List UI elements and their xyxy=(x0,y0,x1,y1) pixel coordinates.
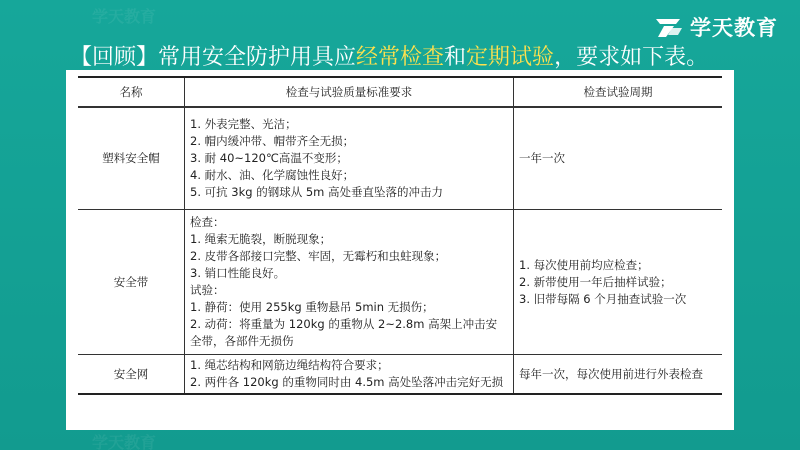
requirement-line: 全带，各部件无损伤 xyxy=(190,334,294,348)
table-row xyxy=(78,107,722,210)
title-highlight-check: 经常检查 xyxy=(356,45,445,70)
title-mid: 和 xyxy=(444,45,467,70)
cell-name: 安全网 xyxy=(78,355,185,395)
requirement-line: 1. 外表完整、光洁； xyxy=(190,117,297,131)
page-title xyxy=(70,40,708,71)
cell-name: 安全带 xyxy=(78,210,185,355)
brand-name: 学天教育 xyxy=(690,16,778,40)
period-line: 2. 新带使用一年后抽样试验； xyxy=(519,274,672,289)
cell-requirements xyxy=(185,107,514,210)
table-row xyxy=(78,210,722,355)
title-suffix: ，要求如下表。 xyxy=(554,45,709,70)
cell-requirements xyxy=(185,355,514,395)
header-name: 名称 xyxy=(78,77,185,107)
table-header-row xyxy=(78,77,722,107)
requirement-line: 1. 绳索无脆裂，断脱现象； xyxy=(190,232,332,246)
header-period: 检查试验周期 xyxy=(514,77,723,107)
requirement-line: 试验： xyxy=(190,283,225,297)
requirement-line: 4. 耐水、油、化学腐蚀性良好； xyxy=(190,168,355,182)
requirement-line: 2. 两件各 120kg 的重物同时由 4.5m 高处坠落冲击完好无损 xyxy=(190,375,504,389)
requirement-line: 2. 皮带各部接口完整、牢固，无霉朽和虫蛀现象； xyxy=(190,249,447,263)
requirement-line: 检查： xyxy=(190,215,225,229)
cell-period xyxy=(514,107,723,210)
requirement-line: 2. 动荷：将重量为 120kg 的重物从 2~2.8m 高架上冲击安 xyxy=(190,317,498,331)
watermark: 学天教育 xyxy=(92,433,157,450)
brand-logo xyxy=(654,12,778,42)
requirement-line: 1. 静荷：使用 255kg 重物悬吊 5min 无损伤； xyxy=(190,300,434,314)
requirement-line: 3. 耐 40~120℃高温不变形； xyxy=(190,151,348,165)
table-row xyxy=(78,355,722,395)
header-requirements: 检查与试验质量标准要求 xyxy=(185,77,514,107)
requirements-table xyxy=(78,76,722,395)
requirement-line: 3. 销口性能良好。 xyxy=(190,266,286,280)
content-panel xyxy=(66,70,734,430)
period-line: 每年一次，每次使用前进行外表检查 xyxy=(519,366,703,381)
period-line: 一年一次 xyxy=(519,151,565,165)
table-body xyxy=(78,107,722,394)
title-highlight-test: 定期试验 xyxy=(466,45,555,70)
watermark: 学天教育 xyxy=(92,7,157,26)
requirement-line: 2. 帽内缓冲带、帽带齐全无损； xyxy=(190,134,355,148)
period-line: 1. 每次使用前均应检查； xyxy=(519,257,649,272)
requirement-line: 1. 绳芯结构和网筋边绳结构符合要求； xyxy=(190,358,389,372)
cell-period xyxy=(514,355,723,395)
title-prefix: 【回顾】常用安全防护用具应 xyxy=(70,45,357,70)
cell-name: 塑料安全帽 xyxy=(78,107,185,210)
cell-requirements xyxy=(185,210,514,355)
requirement-line: 5. 可抗 3kg 的钢球从 5m 高处垂直坠落的冲击力 xyxy=(190,185,444,199)
brand-logo-icon xyxy=(654,15,684,39)
cell-period xyxy=(514,210,723,355)
period-line: 3. 旧带每隔 6 个月抽查试验一次 xyxy=(519,291,687,306)
